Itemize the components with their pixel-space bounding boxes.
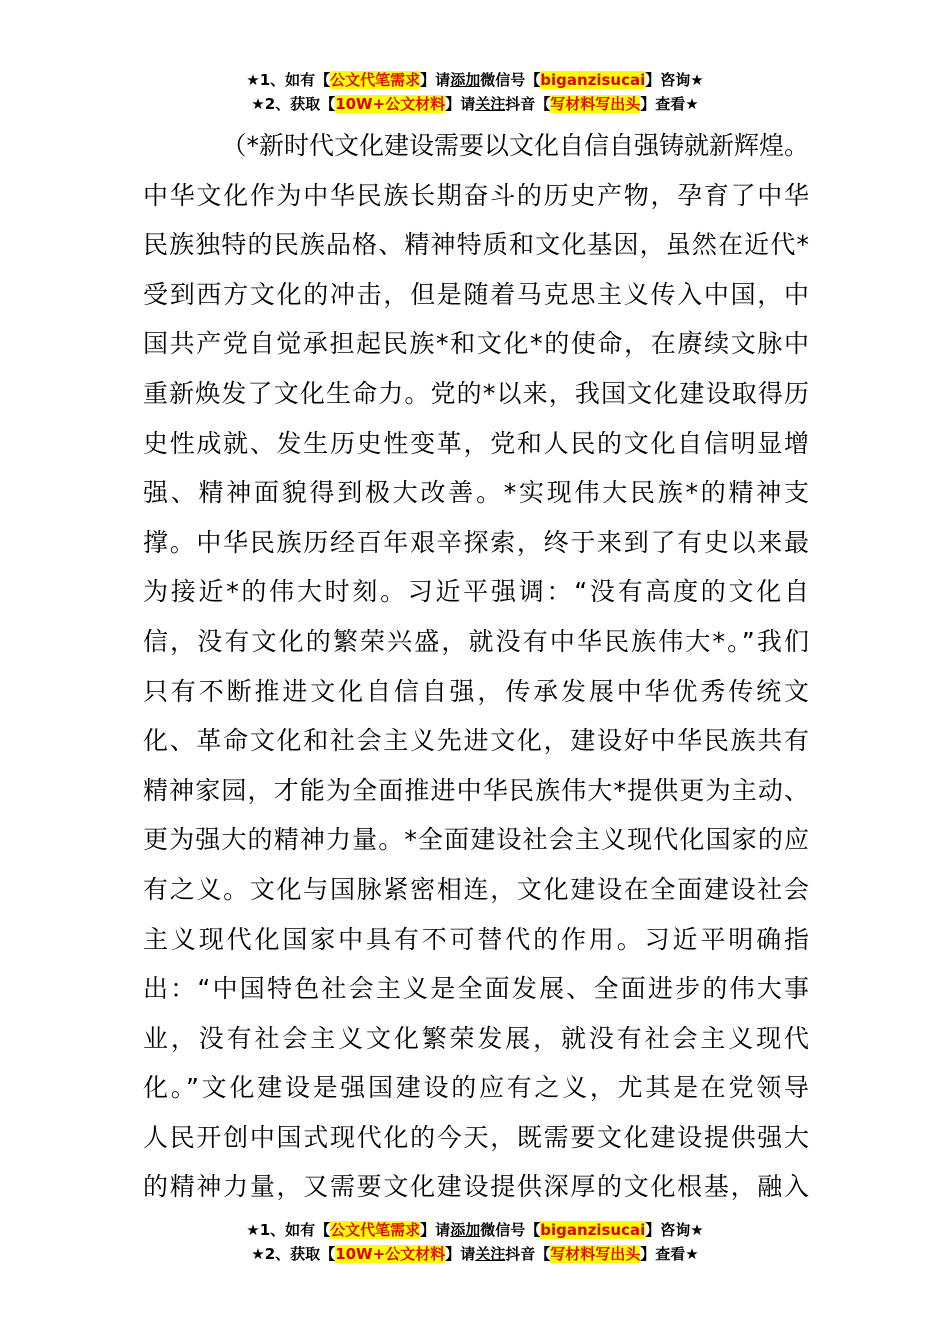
body-line: 的精神力量，又需要文化建设提供深厚的文化根基，融入 xyxy=(143,1172,809,1202)
banner-text: 】请 xyxy=(420,71,451,89)
banner-highlight: 写材料写出头 xyxy=(550,95,641,113)
body-line: 有之义。文化与国脉紧密相连，文化建设在全面建设社会 xyxy=(143,874,809,904)
header-banner-line-1 xyxy=(0,68,950,92)
banner-prefix: ★1、如有【 xyxy=(246,1221,331,1239)
banner-underlined-text: 关注 xyxy=(475,1245,506,1263)
banner-prefix: ★2、获取【 xyxy=(251,1245,336,1263)
banner-text: 】请 xyxy=(445,95,476,113)
header-banner xyxy=(0,68,950,116)
banner-text: 微信号【 xyxy=(480,1221,541,1239)
banner-text: 】请 xyxy=(420,1221,451,1239)
banner-prefix: ★2、获取【 xyxy=(251,95,336,113)
body-line: 民族独特的民族品格、精神特质和文化基因，虽然在近代* xyxy=(143,230,809,260)
body-line: 出：“中国特色社会主义是全面发展、全面进步的伟大事 xyxy=(143,974,809,1004)
body-line: 只有不断推进文化自信自强，传承发展中华优秀传统文 xyxy=(143,676,809,706)
banner-suffix: 】查看★ xyxy=(640,1245,699,1263)
banner-highlight: biganzisucai xyxy=(540,1221,646,1239)
body-line: 化。”文化建设是强国建设的应有之义，尤其是在党领导 xyxy=(143,1073,809,1103)
banner-highlight: 公文代笔需求 xyxy=(330,71,421,89)
body-line: 重新焕发了文化生命力。党的*以来，我国文化建设取得历 xyxy=(143,378,809,408)
banner-highlight: biganzisucai xyxy=(540,71,646,89)
body-line: 化、革命文化和社会主义先进文化，建设好中华民族共有 xyxy=(143,726,809,756)
body-line: 为接近*的伟大时刻。习近平强调：“没有高度的文化自 xyxy=(143,577,809,607)
body-line: （*新时代文化建设需要以文化自信自强铸就新辉煌。 xyxy=(221,131,809,160)
banner-suffix: 】咨询★ xyxy=(645,1221,704,1239)
body-line: 人民开创中国式现代化的今天，既需要文化建设提供强大 xyxy=(143,1122,809,1152)
banner-text: 】请 xyxy=(445,1245,476,1263)
body-line: 业，没有社会主义文化繁荣发展，就没有社会主义现代 xyxy=(143,1023,809,1053)
body-paragraph xyxy=(143,121,809,1212)
banner-text: 抖音【 xyxy=(505,1245,551,1263)
banner-underlined-text: 关注 xyxy=(475,95,506,113)
banner-prefix: ★1、如有【 xyxy=(246,71,331,89)
body-line: 撑。中华民族历经百年艰辛探索，终于来到了有史以来最 xyxy=(143,527,809,557)
banner-suffix: 】咨询★ xyxy=(645,71,704,89)
banner-underlined-text: 添加 xyxy=(450,71,481,89)
body-line: 受到西方文化的冲击，但是随着马克思主义传入中国，中 xyxy=(143,279,809,309)
body-line: 国共产党自觉承担起民族*和文化*的使命，在赓续文脉中 xyxy=(143,329,809,359)
banner-highlight: 写材料写出头 xyxy=(550,1245,641,1263)
header-banner-line-2 xyxy=(0,92,950,116)
banner-highlight: 10W+公文材料 xyxy=(335,95,446,113)
body-line: 信，没有文化的繁荣兴盛，就没有中华民族伟大*。”我们 xyxy=(143,626,809,656)
body-line: 中华文化作为中华民族长期奋斗的历史产物，孕育了中华 xyxy=(143,180,809,210)
footer-banner-line-2 xyxy=(0,1242,950,1266)
banner-highlight: 10W+公文材料 xyxy=(335,1245,446,1263)
footer-banner xyxy=(0,1218,950,1266)
body-line: 史性成就、发生历史性变革，党和人民的文化自信明显增 xyxy=(143,428,809,458)
body-line: 更为强大的精神力量。*全面建设社会主义现代化国家的应 xyxy=(143,825,809,855)
body-line: 精神家园，才能为全面推进中华民族伟大*提供更为主动、 xyxy=(143,775,809,805)
banner-highlight: 公文代笔需求 xyxy=(330,1221,421,1239)
banner-text: 微信号【 xyxy=(480,71,541,89)
banner-underlined-text: 添加 xyxy=(450,1221,481,1239)
banner-suffix: 】查看★ xyxy=(640,95,699,113)
banner-text: 抖音【 xyxy=(505,95,551,113)
body-line: 强、精神面貌得到极大改善。*实现伟大民族*的精神支 xyxy=(143,478,809,508)
body-line: 主义现代化国家中具有不可替代的作用。习近平明确指 xyxy=(143,924,809,954)
footer-banner-line-1 xyxy=(0,1218,950,1242)
